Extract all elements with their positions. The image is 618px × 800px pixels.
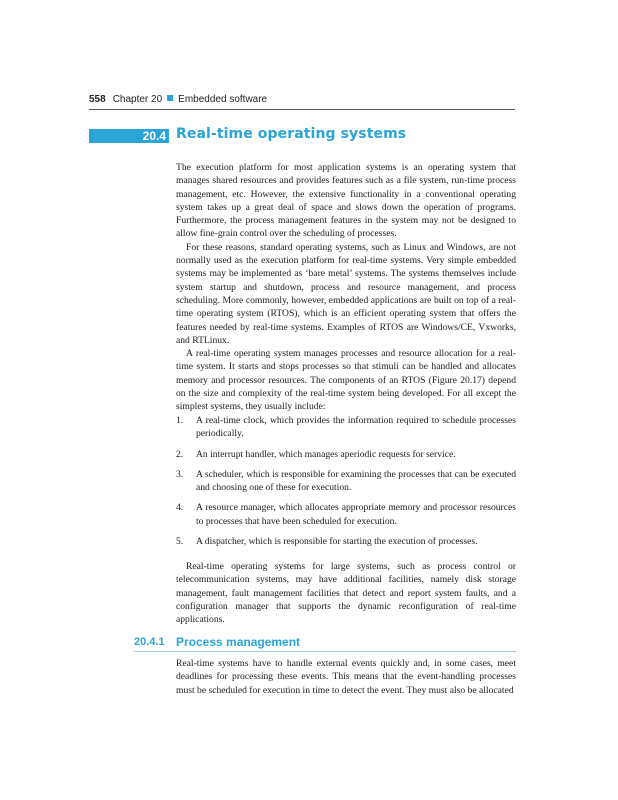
list-item: [176, 468, 516, 495]
subsection-rule: [134, 651, 516, 652]
header-rule: [89, 109, 515, 110]
list-item: [176, 501, 516, 528]
section-number: 20.4: [89, 129, 169, 143]
page-number: 558: [89, 94, 106, 105]
component-list: [176, 414, 516, 555]
running-head: [89, 94, 515, 112]
square-bullet-icon: [167, 95, 173, 101]
list-number: 2.: [176, 448, 184, 460]
list-item: [176, 535, 516, 548]
list-number: 4.: [176, 502, 184, 514]
list-text: A real-time clock, which provides the information required to schedule processes periodically.: [196, 415, 516, 440]
list-number: 5.: [176, 536, 184, 548]
list-number: 1.: [176, 415, 184, 426]
intro-text: [176, 161, 516, 414]
section-title: Real-time operating systems: [176, 126, 407, 142]
after-list-text: [176, 560, 516, 626]
paragraph-3: A real-time operating system manages processes and resource allocation for a real-time system. It starts and stops processes so that stimuli can be handled and allocates memory and processor resources. The components of an RTOS (Figure 20.17) depend on the size and complexity of the real-time system being developed. For all except the simplest systems, they usually include:: [176, 348, 516, 413]
list-text: A dispatcher, which is responsible for starting the execution of processes.: [196, 536, 478, 548]
list-item: [176, 448, 516, 461]
subsection-number: 20.4.1: [134, 636, 165, 648]
list-text: A resource manager, which allocates appropriate memory and processor resources to processes that have been scheduled for execution.: [196, 502, 516, 527]
paragraph-5: Real-time systems have to handle external events quickly and, in some cases, meet deadlines for processing these events. This means that the event-handling processes must be scheduled for execution in time to detect the event. They must also be allocated: [176, 658, 516, 696]
subsection-text: [176, 657, 516, 697]
list-number: 3.: [176, 468, 184, 480]
paragraph-1: The execution platform for most application systems is an operating system that manages shared resources and provides features such as a file system, run-time process management, etc. However, the extensive functionality in a conventional operating system takes up a great deal of space and slows down the operation of programs. Furthermore, the process management features in the system may not be designed to allow fine-grain control over the scheduling of processes.: [176, 162, 516, 240]
chapter-label: Chapter 20: [112, 94, 163, 105]
list-text: A scheduler, which is responsible for examining the processes that can be executed and choosing one of these for execution.: [196, 468, 516, 494]
chapter-title: Embedded software: [178, 94, 268, 105]
paragraph-4: Real-time operating systems for large systems, such as process control or telecommunication systems, may have additional facilities, namely disk storage management, fault management facilities that detect and report system faults, and a configuration manager that supports the dynamic reconfiguration of real-time applications.: [176, 561, 516, 626]
subsection-title: Process management: [176, 635, 301, 649]
list-text: An interrupt handler, which manages aperiodic requests for service.: [196, 448, 456, 460]
list-item: [176, 414, 516, 441]
paragraph-2: For these reasons, standard operating systems, such as Linux and Windows, are not normally used as the execution platform for real-time systems. Very simple embedded systems may be implemented as ‘bare metal’ systems. The systems themselves include system startup and shutdown, process and resource management, and process scheduling. More commonly, however, embedded applications are built on top of a real-time operating system (RTOS), which is an efficient operating system that offers the features needed by real-time systems. Examples of RTOS are Windows/CE, Vxworks, and RTLinux.: [176, 241, 516, 346]
